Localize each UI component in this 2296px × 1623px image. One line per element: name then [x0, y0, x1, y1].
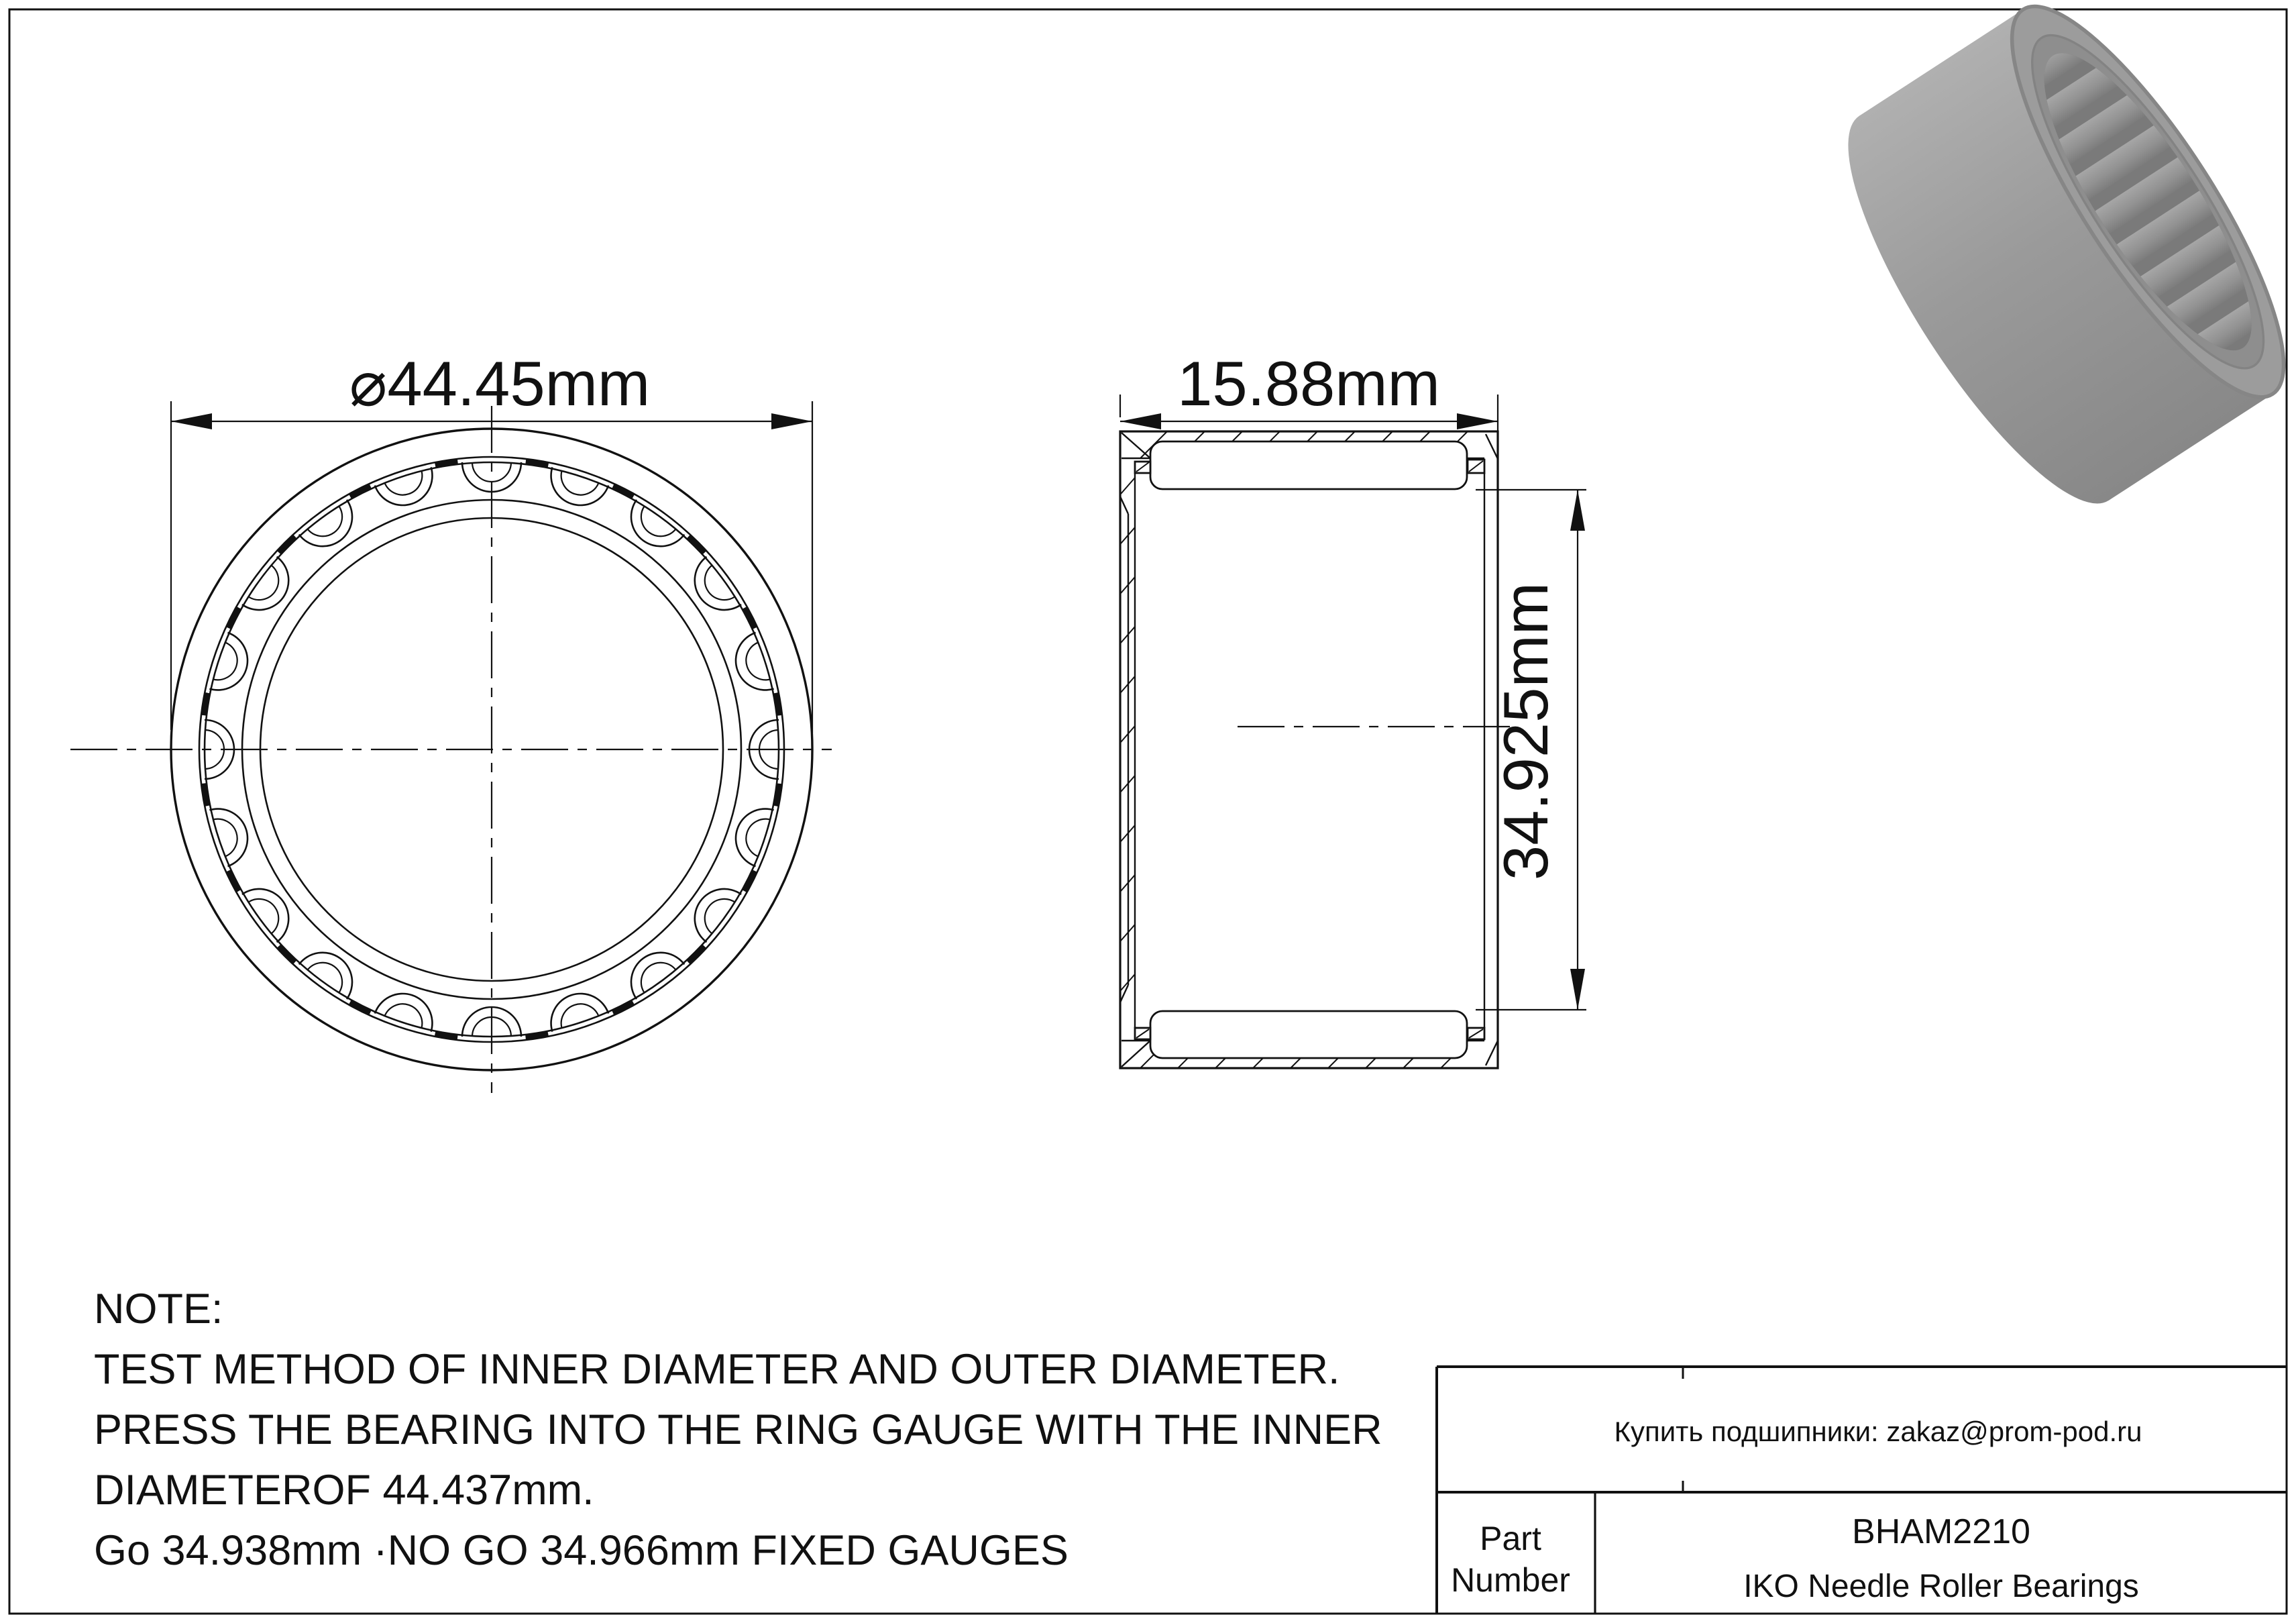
- note-line-1: TEST METHOD OF INNER DIAMETER AND OUTER DIAMETER.: [94, 1346, 1340, 1393]
- note-line-3: DIAMETEROF 44.437mm.: [94, 1467, 594, 1514]
- bottom-roller-section: [1150, 1011, 1467, 1058]
- part-label-line1: Part: [1480, 1520, 1541, 1557]
- note-title: NOTE:: [94, 1286, 223, 1332]
- note-line-4: Go 34.938mm ·NO GO 34.966mm FIXED GAUGES: [94, 1527, 1069, 1574]
- width-label: 15.88mm: [1177, 348, 1440, 419]
- bore-height-label: 34.925mm: [1490, 582, 1561, 881]
- part-label-line2: Number: [1451, 1561, 1570, 1599]
- outer-diameter-label: ⌀44.45mm: [349, 348, 651, 419]
- part-number-value: BHAM2210: [1852, 1512, 2030, 1551]
- note-line-2: PRESS THE BEARING INTO THE RING GAUGE WITH THE INNER: [94, 1406, 1382, 1453]
- top-roller-section: [1150, 441, 1467, 489]
- contact-text: Купить подшипники: zakaz@prom-pod.ru: [1614, 1416, 2142, 1447]
- part-description: IKO Needle Roller Bearings: [1743, 1569, 2139, 1604]
